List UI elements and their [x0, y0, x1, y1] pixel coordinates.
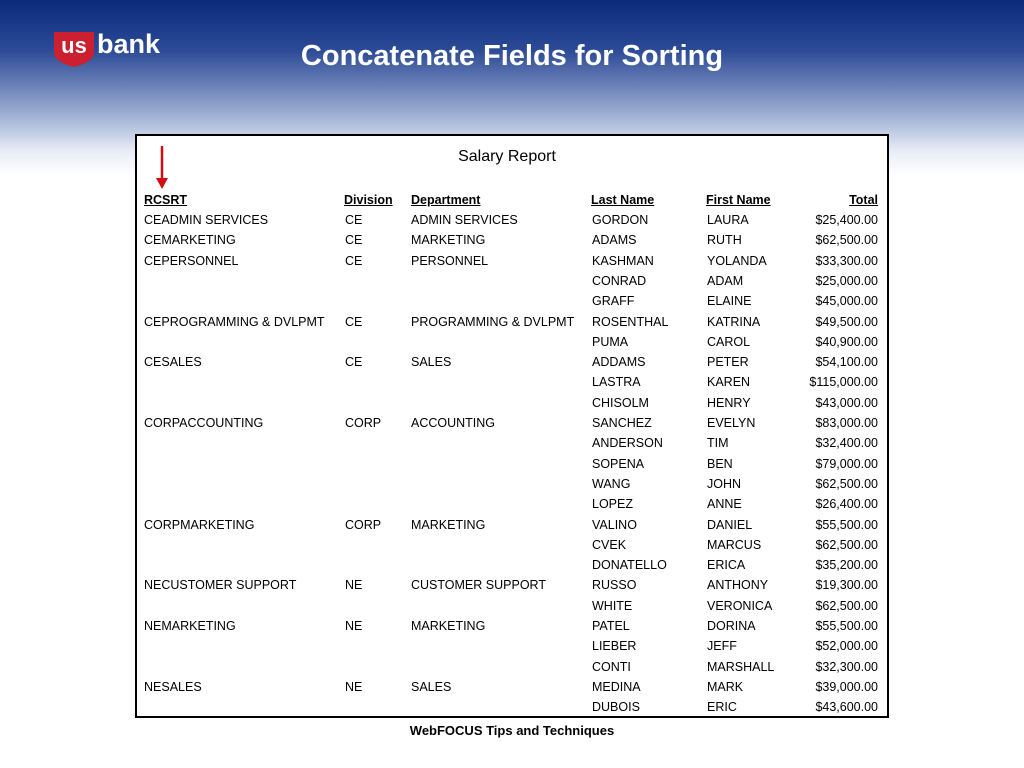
header-department: Department — [411, 193, 481, 207]
total-cell: $54,100.00 — [815, 355, 878, 370]
last-name-cell: MEDINA — [592, 679, 641, 694]
header-total: Total — [849, 193, 878, 207]
last-name-cell: DUBOIS — [592, 700, 640, 715]
department-cell: ADMIN SERVICES — [411, 213, 518, 227]
total-cell: $55,500.00 — [815, 619, 878, 633]
total-cell: $32,400.00 — [815, 436, 878, 451]
total-cell: $40,900.00 — [815, 334, 878, 349]
department-cell: MARKETING — [411, 517, 486, 532]
first-name-cell: ELAINE — [707, 294, 752, 309]
first-name-cell: DANIEL — [707, 517, 753, 532]
last-name-cell: ADDAMS — [592, 355, 646, 370]
first-name-cell: ANTHONY — [707, 578, 769, 593]
rcsrt-cell: CESALES — [144, 355, 202, 370]
rcsrt-cell: CORPACCOUNTING — [144, 416, 264, 430]
department-cell: ACCOUNTING — [411, 416, 496, 430]
first-name-cell: ADAM — [707, 273, 744, 288]
last-name-cell: CONRAD — [592, 273, 647, 288]
first-name-cell: MARSHALL — [707, 659, 775, 674]
first-name-cell: RUTH — [707, 233, 742, 248]
header-division: Division — [344, 193, 393, 207]
department-cell: SALES — [411, 679, 452, 694]
first-name-cell: ANNE — [707, 497, 742, 512]
total-cell: $25,400.00 — [815, 213, 878, 227]
division-cell: NE — [345, 578, 363, 593]
total-cell: $26,400.00 — [815, 497, 878, 512]
first-name-cell: KATRINA — [707, 314, 761, 329]
footer-text: WebFOCUS Tips and Techniques — [409, 723, 615, 738]
department-cell: MARKETING — [411, 619, 486, 633]
total-cell: $62,500.00 — [815, 598, 878, 613]
rcsrt-cell: NEMARKETING — [144, 619, 236, 633]
total-cell: $45,000.00 — [815, 294, 878, 309]
last-name-cell: PUMA — [592, 334, 629, 349]
first-name-cell: JEFF — [707, 639, 737, 654]
last-name-cell: PATEL — [592, 619, 630, 633]
report-title: Salary Report — [458, 148, 556, 165]
total-cell: $35,200.00 — [815, 558, 878, 573]
last-name-cell: SANCHEZ — [592, 416, 652, 430]
first-name-cell: HENRY — [707, 395, 751, 410]
last-name-cell: SOPENA — [592, 456, 645, 471]
total-cell: $43,600.00 — [815, 700, 878, 715]
first-name-cell: JOHN — [707, 476, 742, 491]
division-cell: CE — [345, 253, 363, 268]
rcsrt-cell: CEPROGRAMMING & DVLPMT — [144, 314, 325, 329]
last-name-cell: KASHMAN — [592, 253, 654, 268]
total-cell: $19,300.00 — [815, 578, 878, 593]
last-name-cell: WANG — [592, 476, 631, 491]
total-cell: $32,300.00 — [815, 659, 878, 674]
first-name-cell: TIM — [707, 436, 729, 451]
total-cell: $39,000.00 — [815, 679, 878, 694]
department-cell: SALES — [411, 355, 452, 370]
last-name-cell: RUSSO — [592, 578, 637, 593]
last-name-cell: ADAMS — [592, 233, 637, 248]
total-cell: $62,500.00 — [815, 537, 878, 552]
first-name-cell: MARCUS — [707, 537, 762, 552]
first-name-cell: EVELYN — [707, 416, 756, 430]
first-name-cell: VERONICA — [707, 598, 773, 613]
first-name-cell: ERIC — [707, 700, 737, 715]
first-name-cell: MARK — [707, 679, 744, 694]
division-cell: NE — [345, 679, 363, 694]
slide-title: Concatenate Fields for Sorting — [300, 40, 724, 72]
first-name-cell: CAROL — [707, 334, 751, 349]
rcsrt-cell: CEMARKETING — [144, 233, 236, 248]
department-cell: PERSONNEL — [411, 253, 489, 268]
department-cell: CUSTOMER SUPPORT — [411, 578, 546, 593]
logo-bank-text: bank — [97, 29, 161, 59]
last-name-cell: WHITE — [592, 598, 633, 613]
total-cell: $33,300.00 — [815, 253, 878, 268]
department-cell: MARKETING — [411, 233, 486, 248]
first-name-cell: PETER — [707, 355, 749, 370]
last-name-cell: VALINO — [592, 517, 637, 532]
division-cell: CE — [345, 233, 363, 248]
division-cell: CORP — [345, 416, 382, 430]
last-name-cell: ANDERSON — [592, 436, 663, 451]
header-first-name: First Name — [706, 193, 771, 207]
total-cell: $62,500.00 — [815, 233, 878, 248]
last-name-cell: GORDON — [592, 213, 649, 227]
total-cell: $115,000.00 — [809, 375, 878, 390]
last-name-cell: CONTI — [592, 659, 631, 674]
last-name-cell: LIEBER — [592, 639, 637, 654]
salary-report — [135, 134, 889, 718]
first-name-cell: YOLANDA — [707, 253, 767, 268]
total-cell: $49,500.00 — [815, 314, 878, 329]
division-cell: NE — [345, 619, 363, 633]
rcsrt-cell: CEADMIN SERVICES — [144, 213, 269, 227]
header-rcsrt: RCSRT — [144, 193, 188, 207]
division-cell: CORP — [345, 517, 382, 532]
total-cell: $55,500.00 — [815, 517, 878, 532]
rcsrt-cell: CEPERSONNEL — [144, 253, 239, 268]
last-name-cell: ROSENTHAL — [592, 314, 669, 329]
total-cell: $62,500.00 — [815, 476, 878, 491]
first-name-cell: DORINA — [707, 619, 756, 633]
division-cell: CE — [345, 355, 363, 370]
rcsrt-cell: NECUSTOMER SUPPORT — [144, 578, 297, 593]
total-cell: $25,000.00 — [815, 273, 878, 288]
header-last-name: Last Name — [591, 193, 655, 207]
last-name-cell: LOPEZ — [592, 497, 633, 512]
first-name-cell: LAURA — [707, 213, 749, 227]
total-cell: $43,000.00 — [815, 395, 878, 410]
rcsrt-cell: NESALES — [144, 679, 202, 694]
rcsrt-cell: CORPMARKETING — [144, 517, 255, 532]
last-name-cell: CHISOLM — [592, 395, 649, 410]
first-name-cell: BEN — [707, 456, 733, 471]
last-name-cell: CVEK — [592, 537, 627, 552]
last-name-cell: GRAFF — [592, 294, 635, 309]
department-cell: PROGRAMMING & DVLPMT — [411, 314, 575, 329]
last-name-cell: DONATELLO — [592, 558, 667, 573]
first-name-cell: KAREN — [707, 375, 751, 390]
total-cell: $79,000.00 — [815, 456, 878, 471]
division-cell: CE — [345, 314, 363, 329]
total-cell: $52,000.00 — [815, 639, 878, 654]
first-name-cell: ERICA — [707, 558, 746, 573]
division-cell: CE — [345, 213, 363, 227]
logo-us-text: us — [61, 33, 87, 58]
total-cell: $83,000.00 — [815, 416, 878, 430]
last-name-cell: LASTRA — [592, 375, 641, 390]
